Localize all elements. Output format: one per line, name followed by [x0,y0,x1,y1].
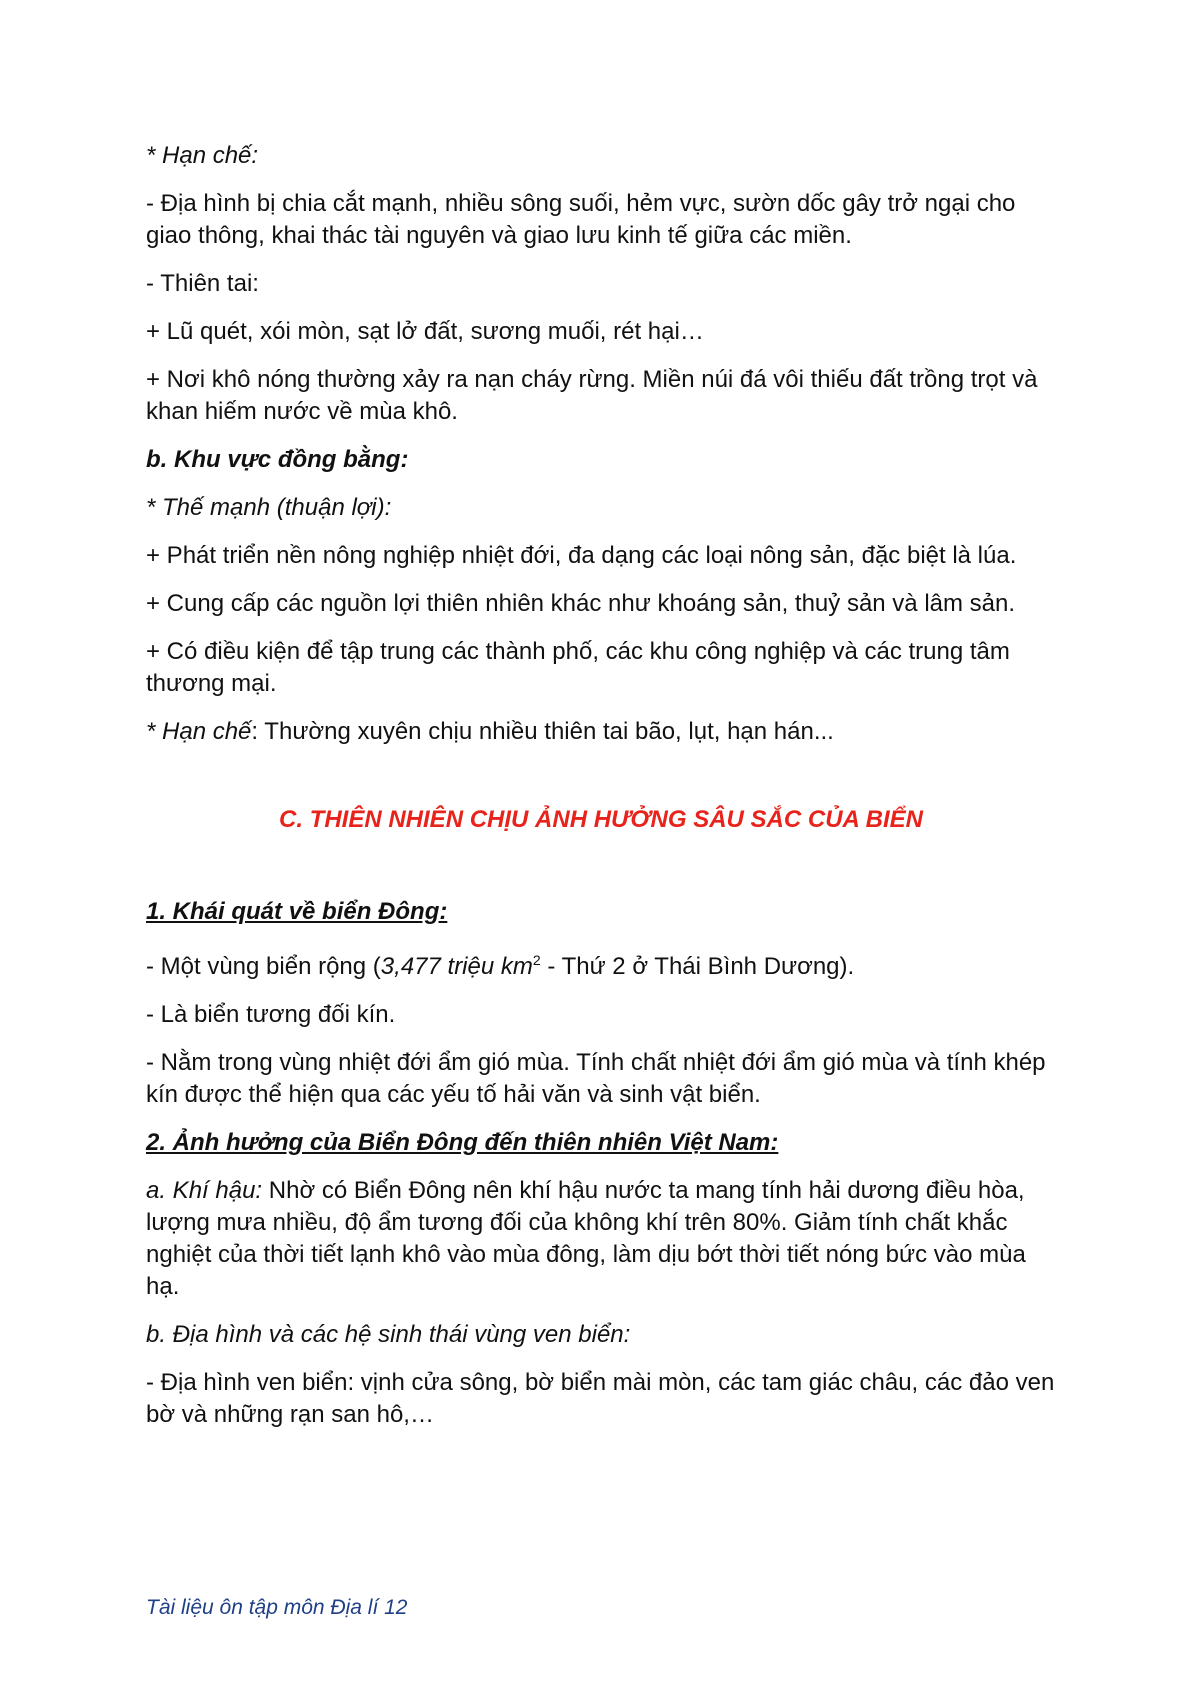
limitation-label: * Hạn chế [146,718,252,745]
paragraph: + Phát triển nền nông nghiệp nhiệt đới, đa dạng các loại nông sản, đặc biệt là lúa. [146,542,1017,569]
document-body [146,140,1056,1447]
paragraph: + Nơi khô nóng thường xảy ra nạn cháy rừng. Miền núi đá vôi thiếu đất trồng trọt và khan hiếm nước về mùa khô. [146,366,1038,425]
superscript: 2 [532,952,541,968]
paragraph [146,716,1056,748]
climate-label: a. Khí hậu: [146,1177,263,1204]
limitation-text: : Thường xuyên chịu nhiều thiên tai bão, lụt, hạn hán... [251,718,834,745]
paragraph: + Cung cấp các nguồn lợi thiên nhiên khác như khoáng sản, thuỷ sản và lâm sản. [146,590,1016,617]
paragraph: - Là biển tương đối kín. [146,1001,396,1028]
paragraph: - Nằm trong vùng nhiệt đới ẩm gió mùa. Tính chất nhiệt đới ẩm gió mùa và tính khép kín được thể hiện qua các yếu tố hải văn và sinh vật biển. [146,1049,1046,1108]
page-footer: Tài liệu ôn tập môn Địa lí 12 [146,1596,408,1619]
text: - Một vùng biển rộng ( [146,953,381,980]
terrain-label: b. Địa hình và các hệ sinh thái vùng ven biển: [146,1321,631,1348]
paragraph: - Địa hình ven biển: vịnh cửa sông, bờ biển mài mòn, các tam giác châu, các đảo ven bờ và những rạn san hô,… [146,1369,1055,1428]
paragraph [146,944,1056,983]
text: - Thứ 2 ở Thái Bình Dương). [540,953,855,980]
heading: 1. Khái quát về biển Đông: [146,898,448,925]
limitation-label: * Hạn chế: [146,142,259,169]
subsection-title: b. Khu vực đồng bằng: [146,446,409,473]
paragraph: + Có điều kiện để tập trung các thành phố, các khu công nghiệp và các trung tâm thương mại. [146,638,1010,697]
paragraph: - Thiên tai: [146,270,259,297]
climate-text: Nhờ có Biển Đông nên khí hậu nước ta mang tính hải dương điều hòa, lượng mưa nhiều, độ ẩm tương đối của không khí trên 80%. Giảm tính chất khắc nghiệt của thời tiết lạnh khô vào mùa đông, làm dịu bớt thời tiết nóng bức vào mùa hạ. [146,1177,1026,1300]
strength-label: * Thế mạnh (thuận lợi): [146,494,392,521]
paragraph: + Lũ quét, xói mòn, sạt lở đất, sương muối, rét hại… [146,318,704,345]
area-value: 3,477 triệu km [380,953,533,980]
paragraph: - Địa hình bị chia cắt mạnh, nhiều sông suối, hẻm vực, sườn dốc gây trở ngại cho giao thông, khai thác tài nguyên và giao lưu kinh tế giữa các miền. [146,190,1016,249]
heading: 2. Ảnh hưởng của Biển Đông đến thiên nhiên Việt Nam: [146,1129,779,1156]
paragraph [146,1175,1056,1303]
section-title: C. THIÊN NHIÊN CHỊU ẢNH HƯỞNG SÂU SẮC CỦA BIỂN [279,806,923,833]
